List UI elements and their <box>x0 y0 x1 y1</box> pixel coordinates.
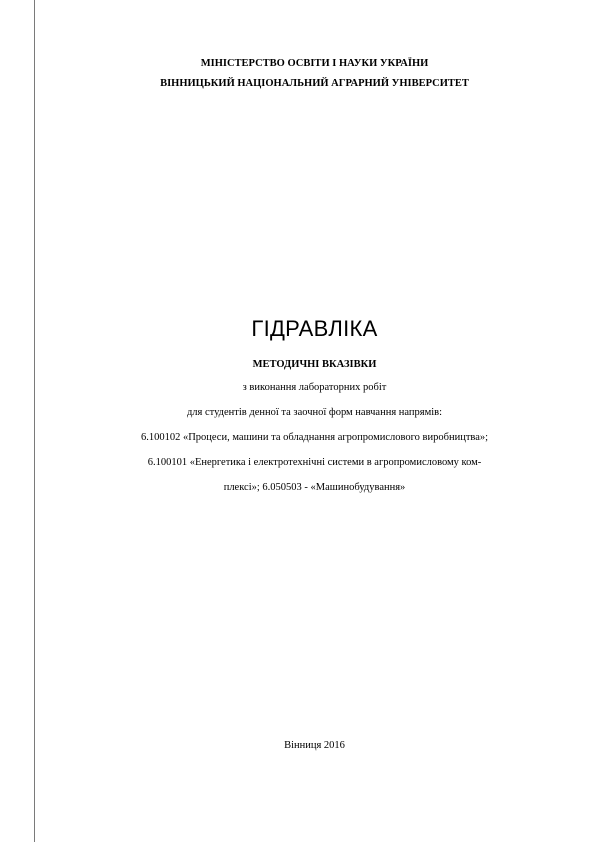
document-subtitle: МЕТОДИЧНІ ВКАЗІВКИ <box>252 359 377 370</box>
target-audience: для студентів денної та заочної форм навчання напрямів: <box>186 407 443 418</box>
document-purpose: з виконання лабораторних робіт <box>242 382 387 393</box>
specialty-line-1: 6.100102 «Процеси, машини та обладнання агропромислового виробництва»; <box>140 432 489 443</box>
left-margin-rule <box>34 0 35 842</box>
specialty-line-2: 6.100101 «Енергетика і електротехнічні системи в агропромисловому ком- <box>147 457 482 468</box>
city-year: Вінниця 2016 <box>284 740 345 751</box>
document-title: ГІДРАВЛІКА <box>251 316 378 341</box>
specialty-line-3: плексі»; 6.050503 - «Машинобудування» <box>223 482 406 493</box>
university-name: ВІННИЦЬКИЙ НАЦІОНАЛЬНИЙ АГРАРНИЙ УНІВЕРСИТЕТ <box>160 78 469 89</box>
ministry-name: МІНІСТЕРСТВО ОСВІТИ І НАУКИ УКРАЇНИ <box>200 58 429 69</box>
